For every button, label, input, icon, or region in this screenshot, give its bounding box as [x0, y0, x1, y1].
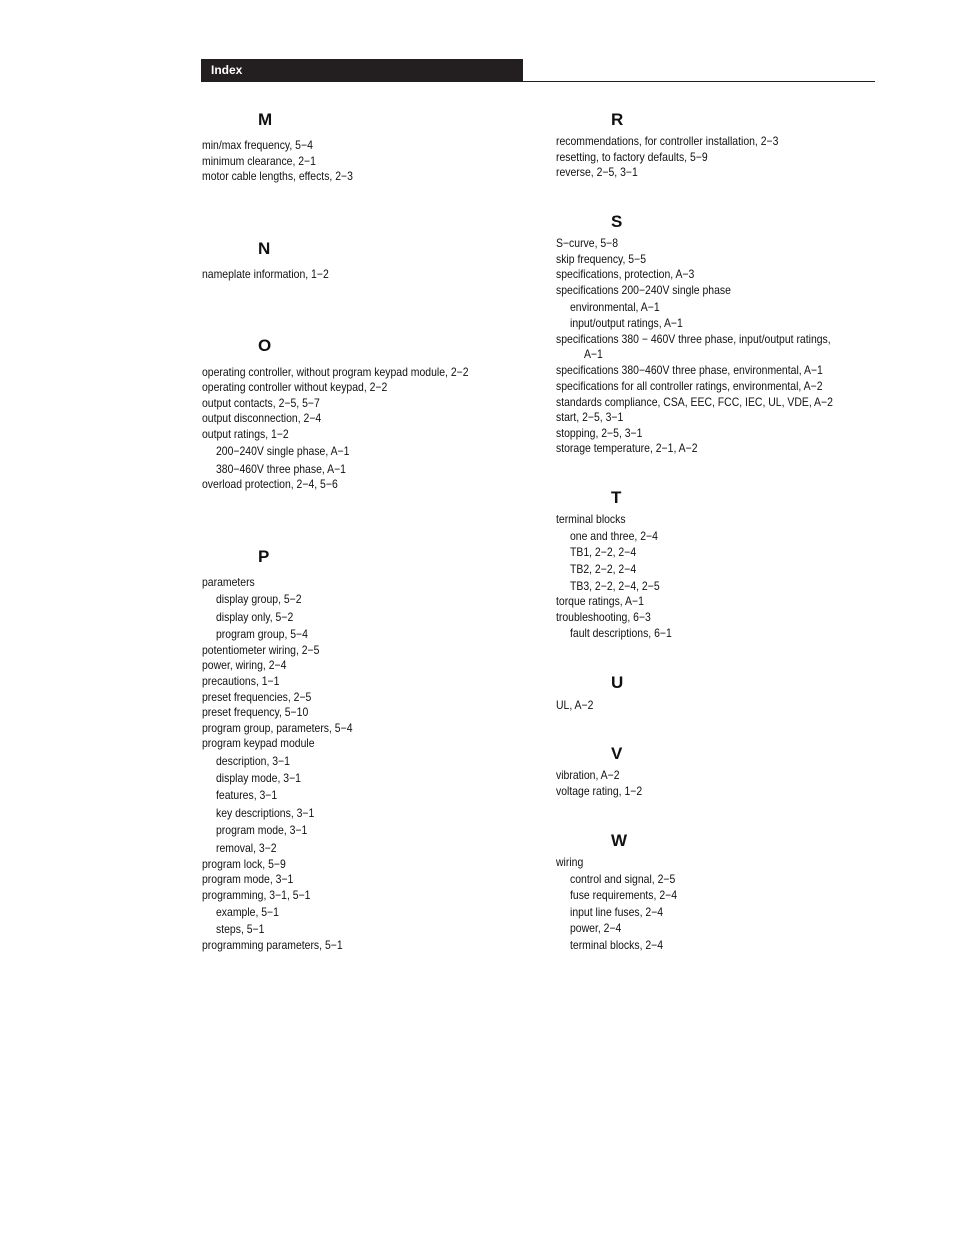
index-entry: storage temperature, 2−1, A−2	[556, 442, 698, 455]
index-entry: fuse requirements, 2−4	[570, 889, 678, 902]
index-entry: program mode, 3−1	[202, 873, 294, 886]
index-entry: power, 2−4	[570, 922, 622, 935]
index-entry: steps, 5−1	[216, 923, 265, 936]
index-entry: display mode, 3−1	[216, 772, 301, 785]
index-entry: TB3, 2−2, 2−4, 2−5	[570, 580, 660, 593]
index-entry: programming parameters, 5−1	[202, 939, 343, 952]
index-entry: nameplate information, 1−2	[202, 268, 329, 281]
index-entry: description, 3−1	[216, 755, 290, 768]
index-entry: output disconnection, 2−4	[202, 412, 322, 425]
section-letter-w: W	[611, 831, 628, 850]
index-entry: display group, 5−2	[216, 593, 302, 606]
section-letter-u: U	[611, 673, 624, 692]
index-entry: 380−460V three phase, A−1	[216, 463, 346, 476]
index-entry: operating controller without keypad, 2−2	[202, 381, 388, 394]
index-entry: UL, A−2	[556, 699, 594, 712]
index-entry: specifications for all controller ratings, environmental, A−2	[556, 380, 823, 393]
index-entry: TB1, 2−2, 2−4	[570, 546, 637, 559]
section-letter-m: M	[258, 110, 273, 129]
section-letter-s: S	[611, 212, 623, 231]
index-entry: motor cable lengths, effects, 2−3	[202, 170, 353, 183]
index-entry: control and signal, 2−5	[570, 873, 676, 886]
index-entry: features, 3−1	[216, 789, 278, 802]
index-entry: program group, 5−4	[216, 628, 308, 641]
section-letter-r: R	[611, 110, 624, 129]
index-entry: example, 5−1	[216, 906, 279, 919]
section-letter-v: V	[611, 744, 623, 763]
index-entry: program keypad module	[202, 737, 315, 750]
index-entry: stopping, 2−5, 3−1	[556, 427, 643, 440]
index-entry: terminal blocks, 2−4	[570, 939, 664, 952]
index-entry: specifications 380 − 460V three phase, input/output ratings,	[556, 333, 831, 346]
index-entry: 200−240V single phase, A−1	[216, 445, 350, 458]
index-entry: overload protection, 2−4, 5−6	[202, 478, 338, 491]
index-entry: removal, 3−2	[216, 842, 277, 855]
index-entry: S−curve, 5−8	[556, 237, 619, 250]
section-letter-t: T	[611, 488, 622, 507]
index-entry: precautions, 1−1	[202, 675, 280, 688]
index-entry: A−1	[584, 348, 603, 361]
index-entry: recommendations, for controller installation, 2−3	[556, 135, 779, 148]
index-entry: start, 2−5, 3−1	[556, 411, 624, 424]
index-entry: TB2, 2−2, 2−4	[570, 563, 637, 576]
index-entry: vibration, A−2	[556, 769, 620, 782]
index-entry: skip frequency, 5−5	[556, 253, 647, 266]
index-entry: display only, 5−2	[216, 611, 294, 624]
index-entry: programming, 3−1, 5−1	[202, 889, 311, 902]
index-entry: operating controller, without program keypad module, 2−2	[202, 366, 469, 379]
index-entry: torque ratings, A−1	[556, 595, 644, 608]
index-entry: resetting, to factory defaults, 5−9	[556, 151, 708, 164]
index-entry: specifications, protection, A−3	[556, 268, 695, 281]
index-entry: preset frequencies, 2−5	[202, 691, 312, 704]
section-letter-o: O	[258, 336, 272, 355]
index-entry: one and three, 2−4	[570, 530, 658, 543]
index-entry: parameters	[202, 576, 255, 589]
index-header-title: Index	[211, 63, 243, 77]
index-entry: program mode, 3−1	[216, 824, 308, 837]
index-entry: input line fuses, 2−4	[570, 906, 664, 919]
index-entry: power, wiring, 2−4	[202, 659, 287, 672]
index-entry: min/max frequency, 5−4	[202, 139, 313, 152]
index-entry: preset frequency, 5−10	[202, 706, 309, 719]
index-entry: key descriptions, 3−1	[216, 807, 315, 820]
index-entry: wiring	[556, 856, 584, 869]
header-rule	[523, 81, 875, 82]
section-letter-p: P	[258, 547, 270, 566]
index-entry: output contacts, 2−5, 5−7	[202, 397, 320, 410]
index-entry: environmental, A−1	[570, 301, 660, 314]
section-letter-n: N	[258, 239, 271, 258]
index-entry: potentiometer wiring, 2−5	[202, 644, 320, 657]
index-entry: voltage rating, 1−2	[556, 785, 643, 798]
index-entry: program group, parameters, 5−4	[202, 722, 353, 735]
index-entry: program lock, 5−9	[202, 858, 286, 871]
index-entry: specifications 200−240V single phase	[556, 284, 731, 297]
index-entry: fault descriptions, 6−1	[570, 627, 672, 640]
index-header	[201, 59, 523, 82]
index-entry: terminal blocks	[556, 513, 626, 526]
index-entry: specifications 380−460V three phase, environmental, A−1	[556, 364, 823, 377]
index-entry: minimum clearance, 2−1	[202, 155, 316, 168]
index-entry: input/output ratings, A−1	[570, 317, 683, 330]
index-entry: troubleshooting, 6−3	[556, 611, 651, 624]
index-entry: reverse, 2−5, 3−1	[556, 166, 638, 179]
index-entry: output ratings, 1−2	[202, 428, 289, 441]
index-entry: standards compliance, CSA, EEC, FCC, IEC, UL, VDE, A−2	[556, 396, 833, 409]
